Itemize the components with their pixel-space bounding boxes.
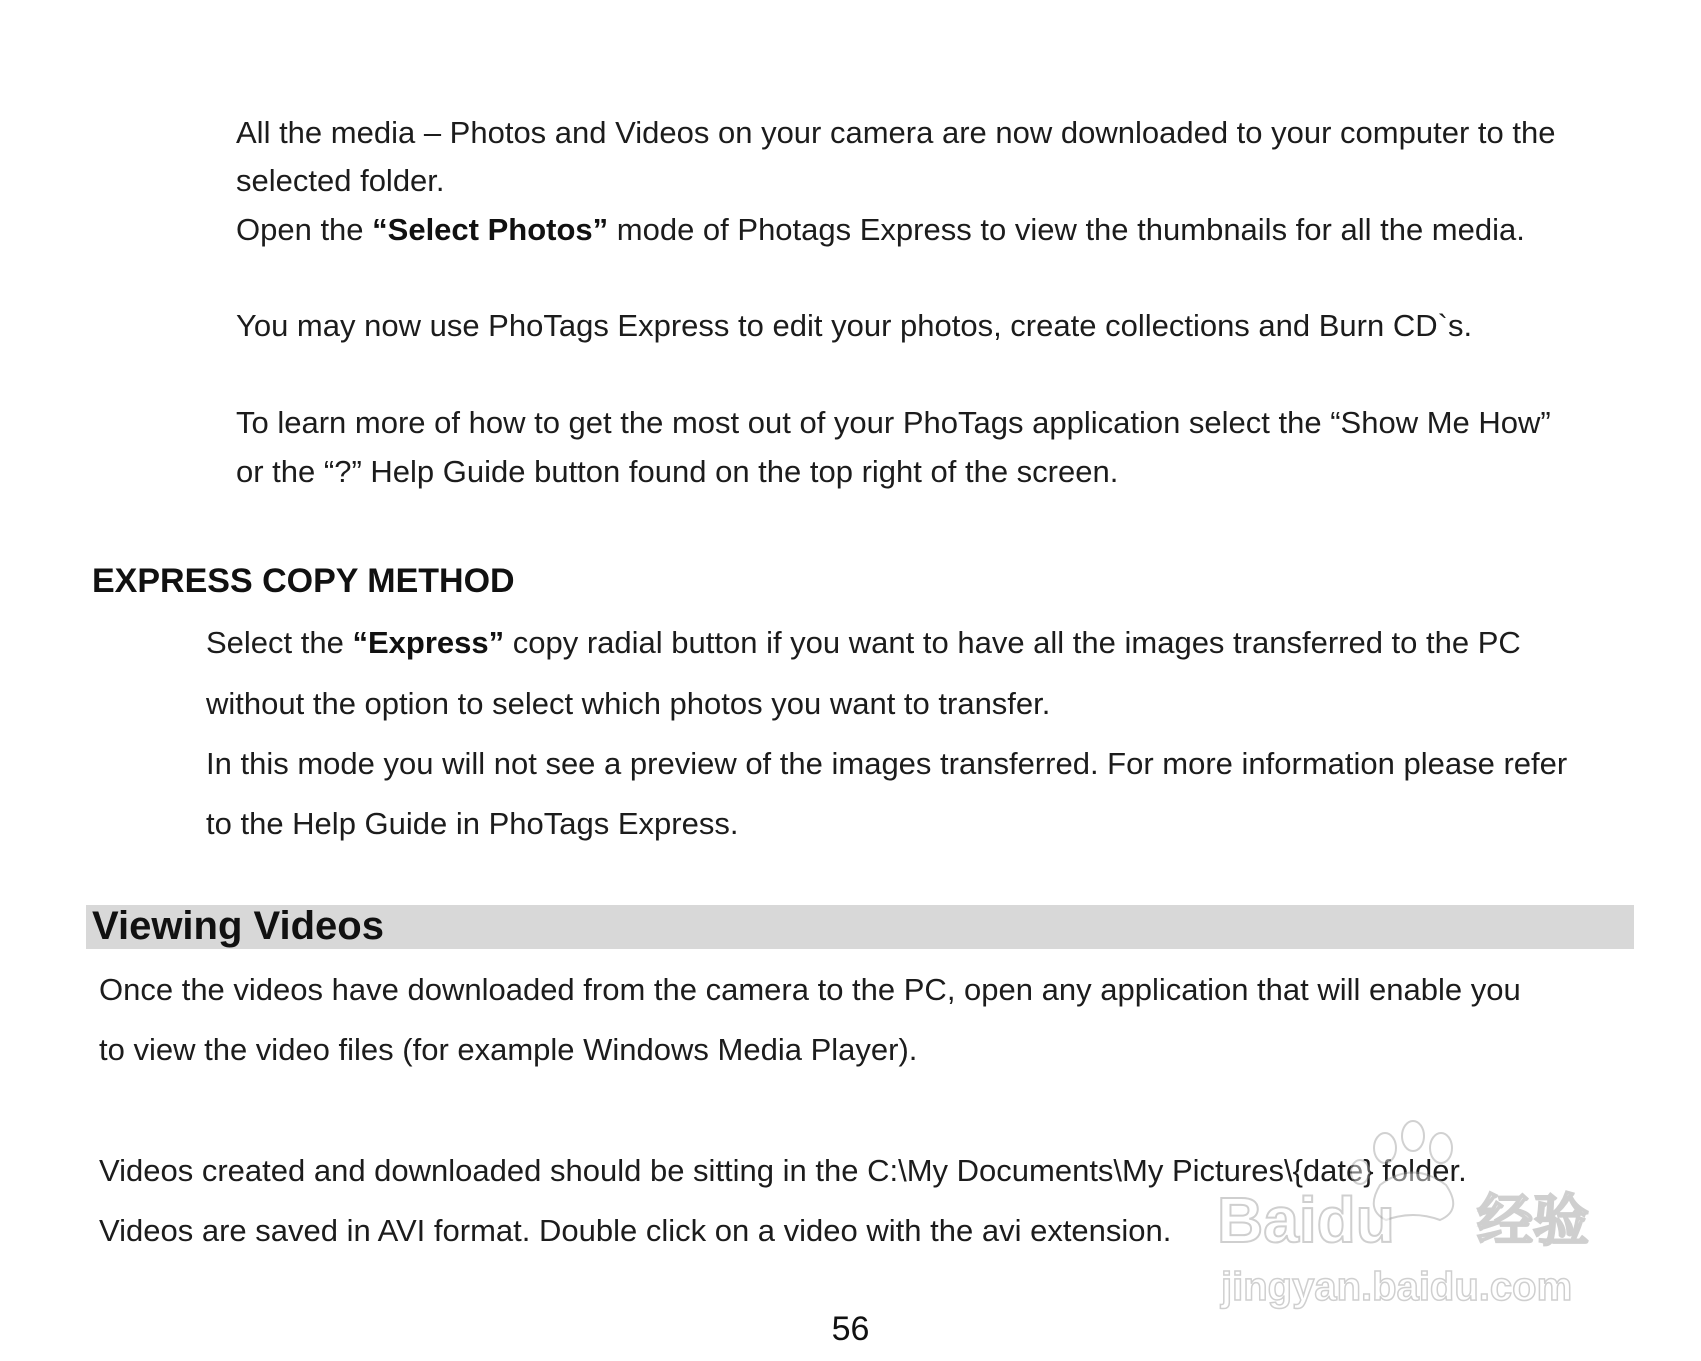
watermark-brand-cn: 经验 [1477, 1189, 1589, 1254]
intro-paragraph-4-line-1 [236, 405, 1551, 441]
intro-paragraph-1-line-2 [236, 163, 445, 199]
express-text: to the Help Guide in PhoTags Express. [206, 806, 739, 841]
express-text: copy radial button if you want to have all the images transferred to the PC [504, 625, 1521, 660]
intro-text: You may now use PhoTags Express to edit your photos, create collections and Burn CD`s. [236, 308, 1473, 343]
express-line-2 [206, 686, 1050, 722]
express-text: without the option to select which photos you want to transfer. [206, 686, 1051, 721]
videos-line-1 [99, 972, 1521, 1008]
watermark-brand: Baidu [1217, 1184, 1395, 1256]
intro-paragraph-2 [236, 212, 1525, 248]
express-line-1 [206, 625, 1521, 661]
intro-text: Open the [236, 212, 373, 247]
videos-text: to view the video files (for example Windows Media Player). [99, 1032, 918, 1067]
viewing-videos-heading: Viewing Videos [92, 904, 384, 948]
intro-text: To learn more of how to get the most out of your PhoTags application select the “Show Me How” [236, 405, 1551, 440]
express-emphasis: “Express” [352, 625, 505, 660]
intro-text: selected folder. [236, 163, 445, 198]
intro-paragraph-3 [236, 308, 1472, 344]
page-number: 56 [831, 1310, 870, 1348]
baidu-watermark-logo [1215, 1110, 1615, 1310]
watermark-url: jingyan.baidu.com [1221, 1265, 1573, 1309]
videos-text: Videos created and downloaded should be sitting in the C:\My Documents\My Pictures\{date} folder. [99, 1153, 1467, 1188]
videos-line-2 [99, 1032, 917, 1068]
intro-paragraph-4-line-2 [236, 454, 1118, 490]
intro-text: or the “?” Help Guide button found on the top right of the screen. [236, 454, 1119, 489]
intro-paragraph-1-line-1 [236, 115, 1555, 151]
express-line-4 [206, 806, 738, 842]
intro-text: mode of Photags Express to view the thumbnails for all the media. [608, 212, 1525, 247]
intro-text: All the media – Photos and Videos on your camera are now downloaded to your computer to the [236, 115, 1556, 150]
express-copy-heading: EXPRESS COPY METHOD [92, 562, 515, 600]
videos-line-4 [99, 1213, 1171, 1249]
select-photos-emphasis: “Select Photos” [372, 212, 609, 247]
express-line-3 [206, 746, 1567, 782]
videos-text: Once the videos have downloaded from the camera to the PC, open any application that will enable you [99, 972, 1521, 1007]
express-text: In this mode you will not see a preview of the images transferred. For more information please refer [206, 746, 1568, 781]
express-text: Select the [206, 625, 353, 660]
videos-text: Videos are saved in AVI format. Double click on a video with the avi extension. [99, 1213, 1172, 1248]
